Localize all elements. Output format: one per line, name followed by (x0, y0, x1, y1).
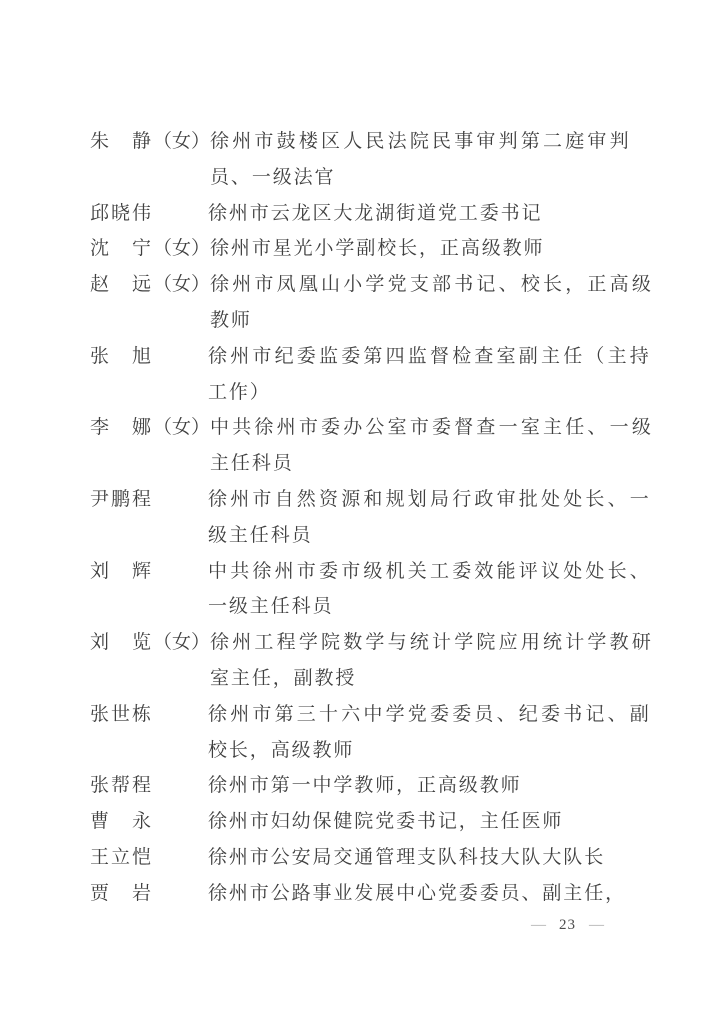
list-item (90, 482, 653, 554)
footer-dash-left: — (531, 917, 546, 933)
person-title-cell (210, 625, 654, 697)
gender-marker: （女） (153, 238, 211, 260)
person-title-line: 徐州市凤凰山小学党支部书记、校长，正高级 (210, 274, 655, 296)
person-name: 曹 永 (90, 811, 154, 833)
person-title-cell (208, 804, 635, 840)
gender-marker: （女） (153, 632, 211, 654)
person-title-line: 级主任科员 (208, 524, 313, 546)
person-name: 王立恺 (90, 846, 154, 868)
person-name: 张世栋 (90, 703, 154, 725)
person-title-line: 徐州市星光小学副校长，正高级教师 (210, 238, 545, 260)
person-title-line: 徐州市第一中学教师，正高级教师 (208, 775, 522, 797)
person-title-cell (210, 410, 654, 482)
person-title-line: 徐州市云龙区大龙湖街道党工委书记 (208, 202, 543, 224)
gender-marker: （女） (153, 131, 211, 152)
person-title-cell (210, 124, 637, 196)
person-name-cell (90, 804, 208, 840)
award-recipient-list (90, 124, 655, 912)
person-name-cell (90, 267, 210, 303)
person-name: 刘 辉 (90, 560, 154, 582)
person-title-cell (208, 697, 652, 769)
person-name-cell (90, 625, 210, 661)
person-title-line: 徐州市自然资源和规划局行政审批处处长、一 (208, 488, 653, 510)
person-title-line: 员、一级法官 (210, 166, 336, 188)
person-name-cell (90, 840, 208, 876)
person-title-line: 教师 (210, 309, 252, 331)
list-item (90, 267, 655, 339)
gender-marker: （女） (153, 274, 211, 296)
person-name-cell (90, 410, 210, 446)
list-item (90, 410, 655, 482)
list-item (90, 625, 655, 697)
person-title-line: 徐州市公安局交通管理支队科技大队大队长 (208, 846, 606, 868)
list-item (90, 768, 635, 804)
person-title-line: 中共徐州市委办公室市委督查一室主任、一级 (210, 417, 655, 439)
person-title-line: 中共徐州市委市级机关工委效能评议处处长、 (208, 560, 653, 582)
list-item (90, 697, 653, 769)
person-name: 刘 览 (90, 632, 154, 654)
person-name-cell (90, 124, 210, 160)
person-title-line: 一级主任科员 (208, 596, 334, 618)
person-title-line: 徐州市第三十六中学党委委员、纪委书记、副 (208, 703, 653, 725)
page-number: 23 (559, 917, 576, 933)
person-title-cell (208, 554, 652, 626)
person-name: 沈 宁 (90, 238, 154, 260)
person-name: 张帮程 (90, 775, 154, 797)
person-title-cell (208, 876, 635, 912)
person-title-line: 校长，高级教师 (208, 739, 355, 761)
person-name: 朱 静 (90, 131, 154, 152)
person-title-line: 主任科员 (210, 453, 294, 475)
person-title-cell (208, 840, 635, 876)
footer-dash-right: — (589, 917, 604, 933)
list-item (90, 124, 635, 196)
person-name-cell (90, 231, 210, 267)
person-name-cell (90, 554, 208, 590)
gender-marker: （女） (153, 417, 211, 439)
person-title-cell (208, 482, 652, 554)
list-item (90, 231, 635, 267)
person-title-cell (210, 267, 654, 339)
person-title-line: 工作） (208, 381, 271, 403)
person-title-line: 徐州市纪委监委第四监督检查室副主任（主持 (208, 345, 653, 367)
list-item (90, 554, 653, 626)
list-item (90, 804, 635, 840)
person-name-cell (90, 196, 208, 232)
person-name: 贾 岩 (90, 882, 154, 904)
list-item (90, 339, 653, 411)
person-name-cell (90, 876, 208, 912)
list-item (90, 196, 635, 232)
person-title-line: 室主任，副教授 (210, 667, 357, 689)
person-title-line: 徐州市公路事业发展中心党委委员、副主任， (208, 882, 627, 904)
person-name: 赵 远 (90, 274, 154, 296)
person-name-cell (90, 697, 208, 733)
person-name: 邱晓伟 (90, 202, 154, 224)
person-name: 李 娜 (90, 417, 154, 439)
person-name-cell (90, 482, 208, 518)
person-name-cell (90, 339, 208, 375)
person-title-line: 徐州市鼓楼区人民法院民事审判第二庭审判 (210, 131, 632, 152)
list-item (90, 840, 635, 876)
person-title-cell (208, 196, 635, 232)
person-title-line: 徐州市妇幼保健院党委书记，主任医师 (208, 811, 564, 833)
person-name: 尹鹏程 (90, 488, 154, 510)
list-item (90, 876, 635, 912)
person-title-cell (208, 768, 635, 804)
person-title-cell (208, 339, 652, 411)
page-footer (531, 917, 604, 934)
person-title-cell (210, 231, 637, 267)
person-name-cell (90, 768, 208, 804)
person-title-line: 徐州工程学院数学与统计学院应用统计学教研 (210, 632, 655, 654)
person-name: 张 旭 (90, 345, 154, 367)
